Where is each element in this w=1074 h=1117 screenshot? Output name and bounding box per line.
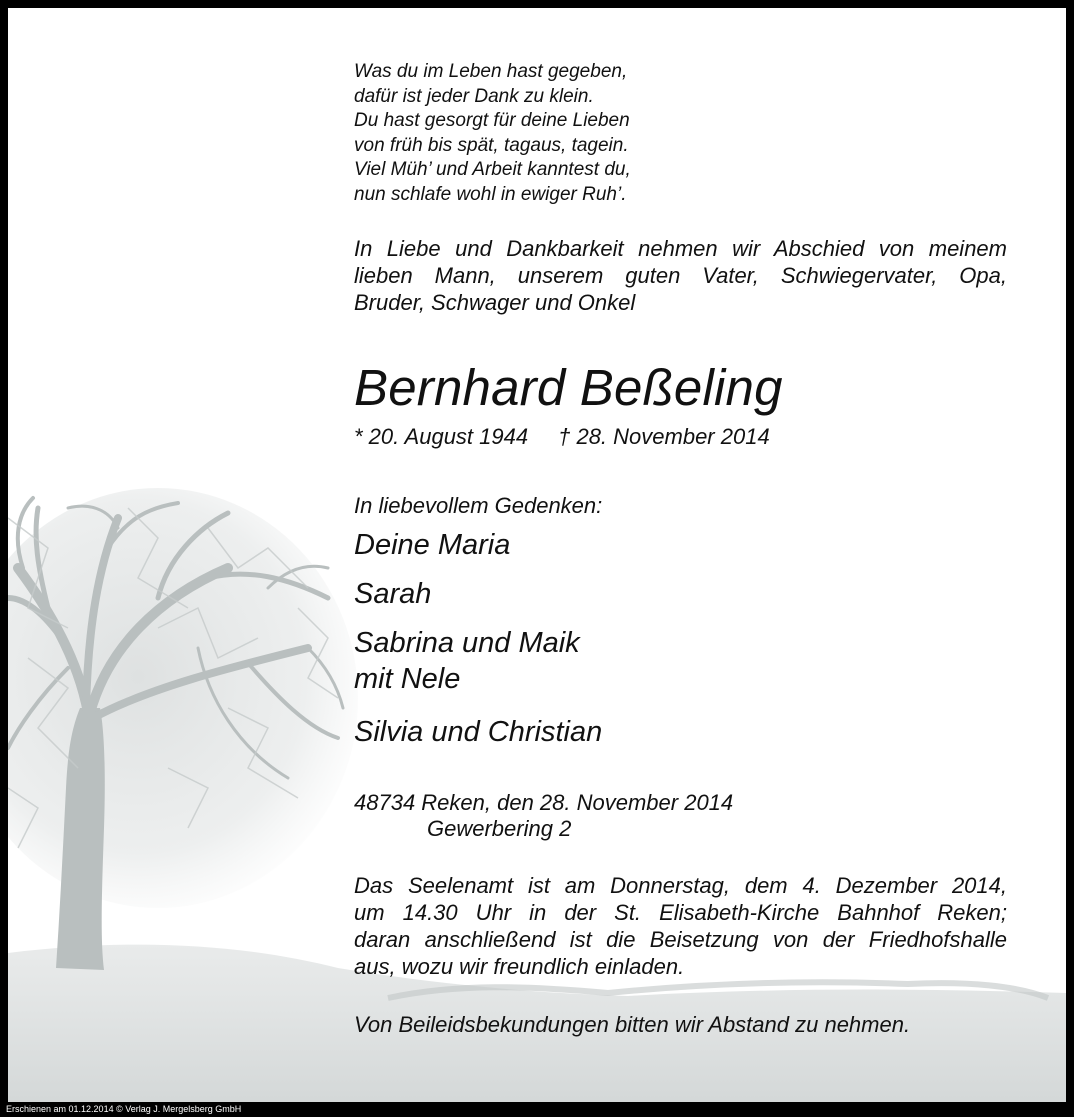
birth-date: * 20. August 1944 — [354, 424, 529, 449]
family-member: Sarah — [354, 578, 432, 610]
obituary-card — [8, 8, 1066, 1102]
poem-line: Viel Müh’ und Arbeit kanntest du, — [354, 159, 631, 180]
service-line: daran anschließend ist die Beisetzung von der Friedhofshalle — [354, 927, 1007, 952]
intro-line: lieben Mann, unserem guten Vater, Schwiegervater, Opa, — [354, 263, 1007, 288]
family-member: Sabrina und Maik — [354, 627, 580, 659]
family-member: Silvia und Christian — [354, 716, 603, 748]
address-block — [354, 790, 1007, 842]
intro-line: Bruder, Schwager und Onkel — [354, 290, 636, 315]
service-line: um 14.30 Uhr in der St. Elisabeth-Kirche Bahnhof Reken; — [354, 900, 1007, 925]
farewell-intro — [354, 235, 1007, 316]
life-dates — [354, 424, 1007, 450]
publication-footer: Erschienen am 01.12.2014 © Verlag J. Mergelsberg GmbH — [6, 1104, 242, 1114]
poem-line: Was du im Leben hast gegeben, — [354, 61, 628, 82]
family-member: mit Nele — [354, 663, 461, 695]
poem-line: nun schlafe wohl in ewiger Ruh’. — [354, 183, 627, 205]
deceased-name: Bernhard Beßeling — [354, 359, 783, 416]
poem-line: Du hast gesorgt für deine Lieben — [354, 110, 630, 131]
place-and-date: 48734 Reken, den 28. November 2014 — [354, 790, 734, 815]
memorial-label: In liebevollem Gedenken: — [354, 493, 603, 518]
service-line: Das Seelenamt ist am Donnerstag, dem 4. Dezember 2014, — [354, 873, 1007, 898]
family-member: Deine Maria — [354, 529, 511, 561]
poem-line: dafür ist jeder Dank zu klein. — [354, 85, 594, 107]
street-address: Gewerbering 2 — [427, 816, 572, 841]
funeral-service-info — [354, 872, 1007, 980]
death-date: † 28. November 2014 — [558, 424, 770, 449]
closing-note: Von Beileidsbekundungen bitten wir Abstand zu nehmen. — [354, 1012, 911, 1037]
poem-line: von früh bis spät, tagaus, tagein. — [354, 134, 629, 156]
poem — [354, 60, 1007, 207]
intro-line: In Liebe und Dankbarkeit nehmen wir Abschied von meinem — [354, 236, 1007, 261]
service-line: aus, wozu wir freundlich einladen. — [354, 954, 685, 979]
